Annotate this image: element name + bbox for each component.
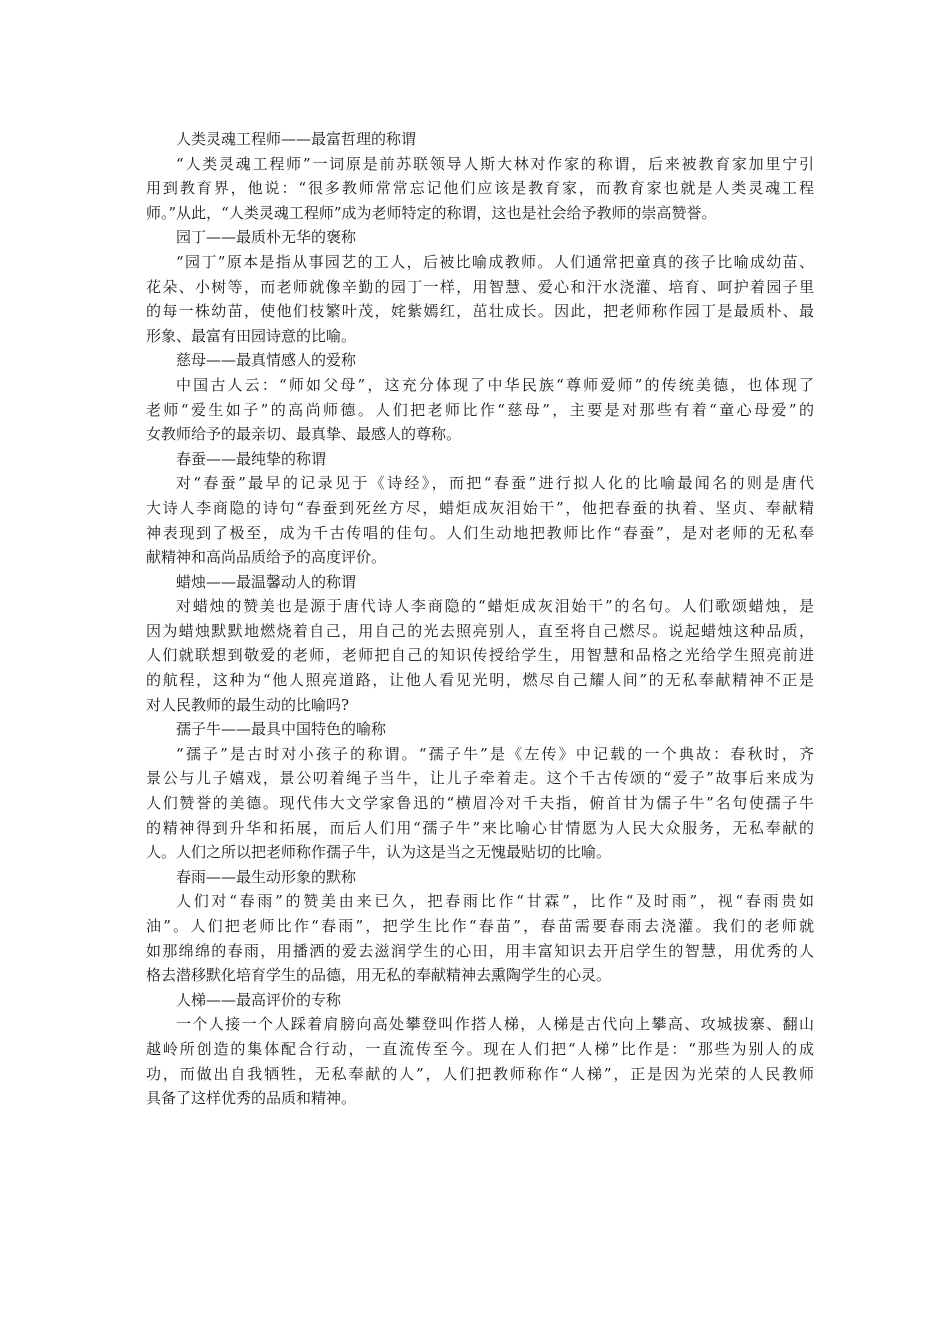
section-ox bbox=[146, 717, 814, 865]
section-heading: 慈母——最真情感人的爱称 bbox=[176, 351, 357, 370]
paragraph-line: 人们就联想到敬爱的老师，老师把自己的知识传授给学生，用智慧和品格之光给学生照亮前进 bbox=[146, 646, 814, 665]
paragraph-line: 老师“爱生如子”的高尚师德。人们把老师比作“慈母”，主要是对那些有着“童心母爱”的 bbox=[146, 400, 814, 419]
paragraph-line: “孺子”是古时对小孩子的称谓。“孺子牛”是《左传》中记载的一个典故：春秋时，齐 bbox=[176, 744, 814, 763]
paragraph-line: 对人民教师的最生动的比喻吗? bbox=[146, 695, 350, 714]
paragraph-line: 对蜡烛的赞美也是源于唐代诗人李商隐的“蜡炬成灰泪始干”的名句。人们歌颂蜡烛，是 bbox=[176, 597, 814, 616]
paragraph-line: 的航程，这种为“他人照亮道路，让他人看见光明，燃尽自己耀人间”的无私奉献精神不正是 bbox=[146, 671, 814, 690]
section-heading: 春蚕——最纯挚的称谓 bbox=[176, 449, 327, 468]
paragraph-line: 用到教育界，他说：“很多教师常常忘记他们应该是教育家，而教育家也就是人类灵魂工程 bbox=[146, 179, 814, 198]
section-spring-rain bbox=[146, 865, 814, 988]
paragraph-line: “园丁”原本是指从事园艺的工人，后被比喻成教师。人们通常把童真的孩子比喻成幼苗、 bbox=[176, 252, 814, 271]
paragraph-line: “人类灵魂工程师”一词原是前苏联领导人斯大林对作家的称谓，后来被教育家加里宁引 bbox=[176, 154, 814, 173]
section-mother bbox=[146, 348, 814, 446]
section-heading: 孺子牛——最具中国特色的喻称 bbox=[176, 720, 387, 739]
paragraph-line: 功，而做出自我牺牲，无私奉献的人”，人们把教师称作“人梯”，正是因为光荣的人民教师 bbox=[146, 1064, 814, 1083]
paragraph-line: 献精神和高尚品质给予的高度评价。 bbox=[146, 548, 387, 567]
section-human-ladder bbox=[146, 988, 814, 1111]
section-heading: 蜡烛——最温馨动人的称谓 bbox=[176, 572, 357, 591]
paragraph-line: 大诗人李商隐的诗句“春蚕到死丝方尽，蜡炬成灰泪始干”，他把春蚕的执着、坚贞、奉献精 bbox=[146, 498, 814, 517]
document-body bbox=[146, 127, 814, 1111]
section-silkworm bbox=[146, 447, 814, 570]
paragraph-line: 景公与儿子嬉戏，景公叨着绳子当牛，让儿子牵着走。这个千古传颂的“爱子”故事后来成为 bbox=[146, 769, 814, 788]
paragraph-line: 师。”从此，“人类灵魂工程师”成为老师特定的称谓，这也是社会给予教师的崇高赞誉。 bbox=[146, 203, 717, 222]
paragraph-line: 油”。人们把老师比作“春雨”，把学生比作“春苗”，春苗需要春雨去浇灌。我们的老师就 bbox=[146, 917, 814, 935]
section-heading: 园丁——最质朴无华的褒称 bbox=[176, 228, 357, 247]
paragraph-line: 神表现到了极至，成为千古传唱的佳句。人们生动地把教师比作“春蚕”，是对老师的无私奉 bbox=[146, 523, 814, 542]
paragraph-line: 一个人接一个人踩着肩膀向高处攀登叫作搭人梯，人梯是古代向上攀高、攻城拔寨、翻山 bbox=[176, 1015, 814, 1034]
paragraph-line: 花朵、小树等，而老师就像辛勤的园丁一样，用智慧、爱心和汗水浇灌、培育、呵护着园子里 bbox=[146, 277, 814, 296]
paragraph-line: 中国古人云：“师如父母”，这充分体现了中华民族“尊师爱师”的传统美德，也体现了 bbox=[176, 375, 814, 394]
paragraph-line: 因为蜡烛默默地燃烧着自己，用自己的光去照亮别人，直至将自己燃尽。说起蜡烛这种品质， bbox=[146, 621, 814, 640]
section-heading: 人梯——最高评价的专称 bbox=[176, 990, 342, 1009]
paragraph-line: 人们对“春雨”的赞美由来已久，把春雨比作“甘霖”，比作“及时雨”，视“春雨贵如 bbox=[176, 892, 814, 911]
paragraph-line: 具备了这样优秀的品质和精神。 bbox=[146, 1089, 357, 1108]
paragraph-line: 人们赞誉的美德。现代伟大文学家鲁迅的“横眉冷对千夫指，俯首甘为儒子牛”名句使孺子牛 bbox=[146, 794, 814, 813]
paragraph-line: 如那绵绵的春雨，用播洒的爱去滋润学生的心田，用丰富知识去开启学生的智慧，用优秀的人 bbox=[146, 941, 814, 960]
section-engineer bbox=[146, 127, 814, 225]
paragraph-line: 格去潜移默化培育学生的品德，用无私的奉献精神去熏陶学生的心灵。 bbox=[146, 966, 612, 985]
paragraph-line: 形象、最富有田园诗意的比喻。 bbox=[146, 326, 357, 345]
section-candle bbox=[146, 570, 814, 718]
paragraph-line: 女教师给予的最亲切、最真挚、最感人的尊称。 bbox=[146, 425, 462, 444]
section-heading: 人类灵魂工程师——最富哲理的称谓 bbox=[176, 130, 417, 148]
paragraph-line: 越岭所创造的集体配合行动，一直流传至今。现在人们把“人梯”比作是：“那些为别人的成 bbox=[146, 1039, 814, 1058]
paragraph-line: 对“春蚕”最早的记录见于《诗经》，而把“春蚕”进行拟人化的比喻最闻名的则是唐代 bbox=[176, 474, 814, 493]
paragraph-line: 的每一株幼苗，使他们枝繁叶茂，姹紫嫣红，茁壮成长。因此，把老师称作园丁是最质朴、最 bbox=[146, 302, 814, 321]
section-gardener bbox=[146, 225, 814, 348]
section-heading: 春雨——最生动形象的默称 bbox=[176, 867, 357, 886]
paragraph-line: 的精神得到升华和拓展，而后人们用“孺子牛”来比喻心甘情愿为人民大众服务，无私奉献的 bbox=[146, 818, 814, 837]
paragraph-line: 人。人们之所以把老师称作孺子牛，认为这是当之无愧最贴切的比喻。 bbox=[146, 843, 612, 862]
